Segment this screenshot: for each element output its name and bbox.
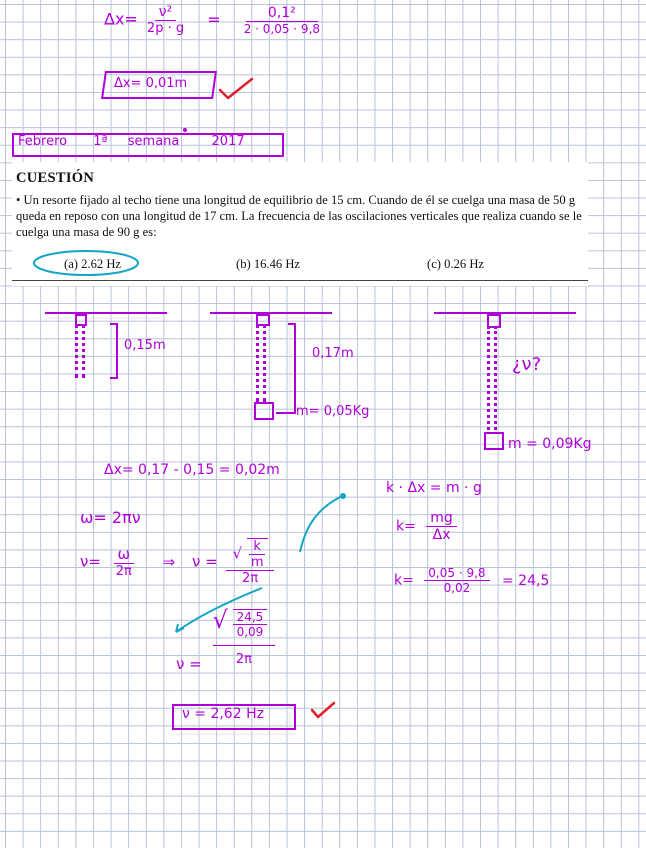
sqrt-k: k	[249, 539, 265, 555]
option-c: (c) 0.26 Hz	[427, 257, 484, 271]
implies-arrow: ⇒	[162, 552, 176, 571]
sqrt-m: m	[250, 555, 264, 570]
mass-2: m= 0,05Kg	[296, 404, 370, 419]
dx-f1-num: ν²	[155, 4, 176, 21]
dx-f1-den: 2p · g	[146, 21, 185, 36]
k-num: mg	[426, 510, 457, 527]
exam-year: 2017	[211, 134, 245, 149]
exam-month: Febrero	[18, 134, 68, 149]
option-b: (b) 16.46 Hz	[236, 257, 301, 271]
nu3-inner-num: 24,5	[233, 610, 268, 625]
nu-omega: ω	[114, 545, 135, 564]
nu3-two-pi: 2π	[235, 651, 252, 667]
nu2-label: ν =	[191, 552, 218, 571]
sqrt-two-pi: 2π	[241, 571, 259, 586]
unknown-frequency: ¿ν?	[512, 354, 542, 375]
length-1: 0,15m	[124, 338, 166, 353]
nu3-inner-den: 0,09	[236, 624, 264, 639]
length-2: 0,17m	[312, 346, 354, 361]
k-calc-den: 0,02	[443, 581, 471, 595]
force-balance: k · Δx = m · g	[386, 480, 482, 496]
arrow-to-substitution	[176, 588, 262, 632]
nu-two-pi: 2π	[115, 564, 132, 579]
arrow-head	[176, 624, 184, 632]
delta-x-calc: Δx= 0,17 - 0,15 = 0,02m	[104, 462, 280, 478]
arrow-head-dot	[340, 493, 346, 499]
omega-eq: ω= 2πν	[80, 508, 141, 527]
k-calc-num: 0,05 · 9,8	[424, 566, 489, 581]
k-result: = 24,5	[502, 572, 550, 589]
final-answer: ν = 2,62 Hz	[182, 706, 264, 722]
exam-semana: semana	[127, 134, 180, 149]
nu-label: ν=	[80, 552, 101, 571]
dx-f2-den: 2 · 0,05 · 9,8	[243, 21, 321, 36]
sqrt-icon-2: √	[212, 606, 228, 634]
arrow-to-force-balance	[300, 496, 342, 552]
k-label: k=	[396, 518, 416, 535]
k-den: Δx	[432, 527, 451, 543]
nu3-label: ν =	[176, 654, 202, 673]
exam-week: 1ª	[93, 134, 108, 149]
sqrt-icon: √	[232, 544, 243, 563]
k-calc-label: k=	[394, 572, 414, 589]
dx-f2-num: 0,1²	[246, 5, 318, 22]
question-heading: CUESTIÓN	[16, 170, 95, 186]
option-a: (a) 2.62 Hz	[64, 257, 121, 271]
dx-label: Δx=	[104, 9, 138, 29]
dx-result: Δx= 0,01m	[114, 76, 188, 91]
question-text: • Un resorte fijado al techo tiene una longitud de equilibrio de 15 cm. Cuando de él se cuelga una masa de 50 g queda en reposo con una longitud de 17 cm. La frecuencia de las oscilaciones verticales que realiza cuando se le cuelga una masa de 90 g es:	[16, 193, 582, 239]
mass-3: m = 0,09Kg	[508, 436, 592, 452]
dx-equals: =	[207, 9, 221, 29]
